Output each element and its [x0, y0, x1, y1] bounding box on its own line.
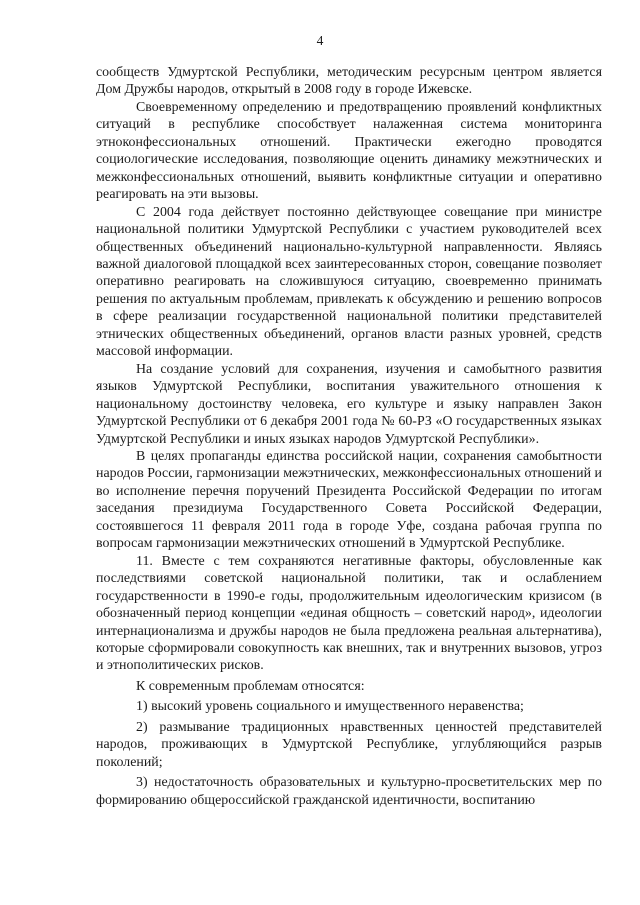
- paragraph-monitoring: Своевременному определению и предотвращению проявлений конфликтных ситуаций в республике способствует налаженная система мониторинга этноконфессиональных отношений. Практически ежегодно проводятся социологические исследования, позволяющие оценить динамику межэтнических и межконфессиональных отношений, выявить конфликтные ситуации и оперативно реагировать на эти вызовы.: [96, 99, 602, 203]
- document-body: [96, 64, 602, 809]
- paragraph-languages-law: На создание условий для сохранения, изучения и самобытного развития языков Удмуртской Республики, воспитания уважительного отношения к национальному достоинству человека, его культуре и языку направлен Закон Удмуртской Республики от 6 декабря 2001 года № 60-РЗ «О государственных языках Удмуртской Республики и иных языках народов Удмуртской Республики».: [96, 361, 602, 447]
- problems-list-heading: К современным проблемам относятся:: [136, 678, 365, 694]
- problems-list-item: 2) размывание традиционных нравственных ценностей представителей народов, проживающих в Удмуртской Республике, углубляющийся разрыв поколений;: [96, 719, 602, 770]
- paragraph-negative-factors: 11. Вместе с тем сохраняются негативные факторы, обусловленные как последствиями советской национальной политики, так и ослаблением государственности в 1990-е годы, продолжительным идеологическим кризисом (в обозначенный период концепции «единая общность – советский народ», идеологии интернационализма и дружбы народов не была предложена реальная альтернатива), которые сформировали совокупность как внешних, так и внутренних вызовов, угроз и этнополитических рисков.: [96, 553, 602, 674]
- paragraph-continuation: сообществ Удмуртской Республики, методическим ресурсным центром является Дом Дружбы народов, открытый в 2008 году в городе Ижевске.: [96, 65, 602, 98]
- paragraph-working-group: В целях пропаганды единства российской нации, сохранения самобытности народов России, гармонизации межэтнических, межконфессиональных отношений и во исполнение перечня поручений Президента Российской Федерации по итогам заседания президиума Государственного Совета Российской Федерации, состоявшегося 11 февраля 2011 года в городе Уфе, создана рабочая группа по вопросам гармонизации межэтнических отношений в Удмуртской Республике.: [96, 448, 602, 552]
- paragraph-meeting: С 2004 года действует постоянно действующее совещание при министре национальной политики Удмуртской Республики с участием руководителей всех общественных объединений национально-культурной направленности. Являясь важной диалоговой площадкой всех заинтересованных сторон, совещание позволяет оперативно реагировать на сложившуюся ситуацию, своевременно принимать решения по актуальным проблемам, привлекать к обсуждению и решению вопросов в сфере реализации государственной национальной политики представителей этнических общественных объединений, органов власти разных уровней, средств массовой информации.: [96, 204, 602, 360]
- problems-list-item: 3) недостаточность образовательных и культурно-просветительских мер по формированию общероссийской гражданской идентичности, воспитанию: [96, 775, 602, 808]
- page-number: 4: [316, 33, 324, 48]
- problems-list-item: 1) высокий уровень социального и имущественного неравенства;: [136, 699, 524, 715]
